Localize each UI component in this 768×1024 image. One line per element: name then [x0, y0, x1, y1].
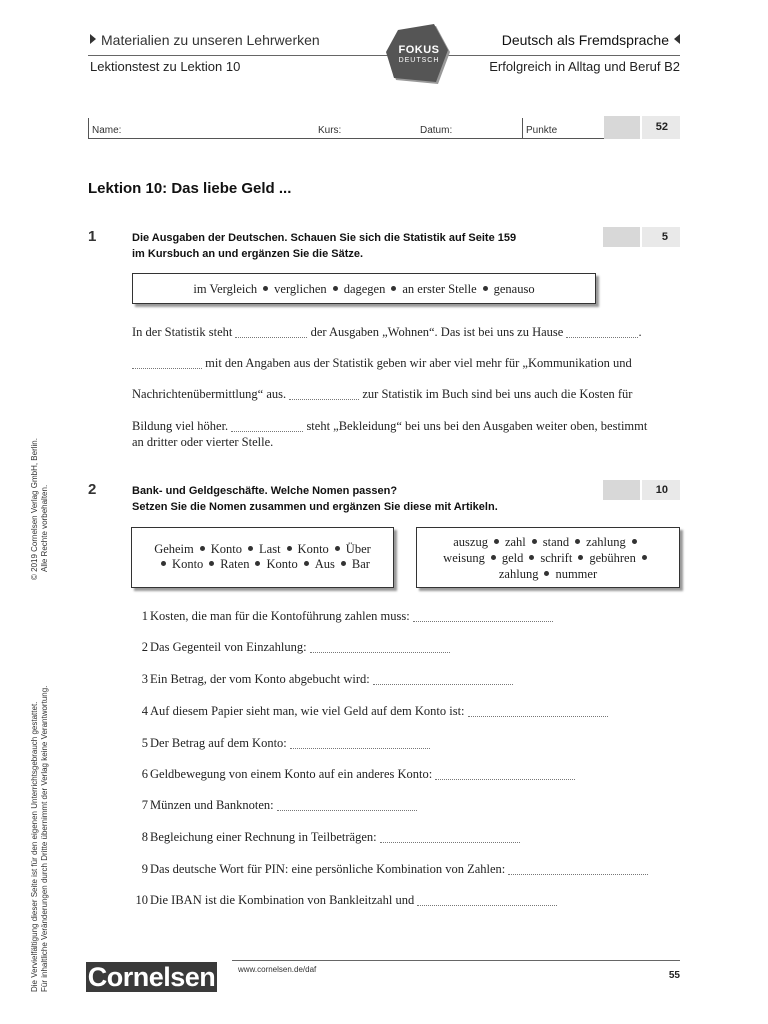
instruction-line: Setzen Sie die Nomen zusammen und ergänzen Sie diese mit Artikeln.: [132, 501, 498, 513]
cloze-line-4: [132, 419, 647, 434]
instruction-line: Die Ausgaben der Deutschen. Schauen Sie sich die Statistik auf Seite 159: [132, 232, 517, 244]
cloze-text: mit den Angaben aus der Statistik geben wir aber viel mehr für „Kommunikation und: [205, 356, 632, 370]
name-bar-line: [88, 138, 604, 139]
item-text: Kosten, die man für die Kontoführung zahlen muss:: [150, 609, 410, 623]
item-text: Münzen und Banknoten:: [150, 798, 274, 812]
bullet-icon: [335, 546, 340, 551]
header-right-text: Deutsch als Fremdsprache: [501, 32, 669, 48]
list-item: [130, 609, 553, 624]
footer-url[interactable]: www.cornelsen.de/daf: [238, 965, 317, 974]
list-item: [130, 798, 417, 813]
answer-field[interactable]: [290, 738, 430, 749]
cloze-text: Bildung viel höher.: [132, 419, 229, 433]
answer-field[interactable]: [310, 642, 450, 653]
list-item: [130, 767, 575, 782]
logo-line1: FOKUS: [398, 44, 440, 56]
header-left: [90, 32, 320, 48]
legal-line: Die Vervielfältigung dieser Seite ist für den eigenen Unterrichtsgebrauch gestattet.: [30, 701, 39, 992]
item-text: Das Gegenteil von Einzahlung:: [150, 640, 307, 654]
bullet-icon: [494, 539, 499, 544]
logo-line2: DEUTSCH: [398, 57, 440, 64]
item-number: 8: [141, 830, 148, 844]
bullet-icon: [391, 286, 396, 291]
word-row: [417, 534, 679, 550]
list-item: [130, 830, 520, 845]
name-bar-divider: [88, 118, 89, 139]
answer-field[interactable]: [373, 674, 513, 685]
word-row: [417, 566, 679, 582]
bullet-icon: [263, 286, 268, 291]
answer-field[interactable]: [417, 895, 557, 906]
cloze-text: der Ausgaben „Wohnen“. Das ist bei uns zu Hause: [310, 325, 564, 339]
item-text: Auf diesem Papier sieht man, wie viel Geld auf dem Konto ist:: [150, 704, 465, 718]
datum-label: Datum:: [420, 125, 453, 136]
bullet-icon: [575, 539, 580, 544]
bullet-icon: [304, 561, 309, 566]
item-number: 5: [141, 736, 148, 750]
item-number: 6: [141, 767, 148, 781]
cloze-line-3: [132, 387, 632, 402]
triangle-right-icon: [90, 34, 96, 44]
list-item: [130, 736, 430, 751]
word: Konto: [172, 557, 204, 571]
cloze-text: In der Statistik steht: [132, 325, 233, 339]
copyright-note: [30, 438, 50, 580]
word: verglichen: [274, 282, 327, 296]
word: dagegen: [343, 282, 386, 296]
cloze-line-1: [132, 325, 642, 340]
list-item: [124, 893, 557, 908]
cloze-line-2: [132, 356, 632, 371]
word: an erster Stelle: [402, 282, 477, 296]
item-number: 9: [141, 862, 148, 876]
item-number: 2: [141, 640, 148, 654]
legal-note: [30, 686, 50, 992]
answer-field[interactable]: [508, 864, 648, 875]
word: gebühren: [589, 551, 636, 565]
word: Aus: [314, 557, 335, 571]
blank-field[interactable]: [132, 358, 202, 369]
word: Geheim: [154, 542, 194, 556]
copyright-line: © 2019 Cornelsen Verlag GmbH, Berlin.: [30, 438, 39, 580]
answer-field[interactable]: [413, 611, 553, 622]
subheader-right: Erfolgreich in Alltag und Beruf B2: [489, 59, 680, 74]
word: zahlung: [498, 567, 539, 581]
word: auszug: [453, 535, 488, 549]
bullet-icon: [248, 546, 253, 551]
cloze-text: Nachrichtenübermittlung“ aus.: [132, 387, 287, 401]
points-value: 5: [642, 227, 680, 247]
list-item: [130, 704, 608, 719]
word: schrift: [540, 551, 573, 565]
word-row: [417, 550, 679, 566]
total-points: 52: [655, 121, 668, 133]
blank-field[interactable]: [566, 327, 638, 338]
exercise-1-instructions: [132, 230, 516, 262]
word: Last: [259, 542, 281, 556]
list-item: [130, 672, 513, 687]
cloze-line-5: an dritter oder vierter Stelle.: [132, 435, 274, 449]
blank-field[interactable]: [235, 327, 307, 338]
word: genauso: [493, 282, 535, 296]
bullet-icon: [491, 555, 496, 560]
score-field[interactable]: [603, 480, 640, 500]
item-text: Begleichung einer Rechnung in Teilbeträgen:: [150, 830, 377, 844]
word-row: [132, 542, 393, 557]
item-number: 7: [141, 798, 148, 812]
item-number: 4: [141, 704, 148, 718]
total-points-box: [642, 116, 680, 139]
word: zahl: [504, 535, 526, 549]
item-text: Das deutsche Wort für PIN: eine persönliche Kombination von Zahlen:: [150, 862, 506, 876]
word: zahlung: [586, 535, 626, 549]
instruction-line: Bank- und Geldgeschäfte. Welche Nomen passen?: [132, 485, 398, 497]
item-number: 10: [135, 893, 148, 907]
bullet-icon: [642, 555, 647, 560]
word-box-prefixes: [131, 527, 394, 588]
score-field[interactable]: [603, 227, 640, 247]
word: weisung: [443, 551, 485, 565]
answer-field[interactable]: [277, 800, 417, 811]
header-left-text: Materialien zu unseren Lehrwerken: [101, 32, 320, 48]
page-title: Lektion 10: Das liebe Geld ...: [88, 180, 292, 197]
bullet-icon: [341, 561, 346, 566]
header-right: [502, 32, 680, 48]
answer-field[interactable]: [435, 769, 575, 780]
exercise-1-number: 1: [88, 228, 97, 245]
exercise-1-points: [603, 227, 680, 247]
bullet-icon: [529, 555, 534, 560]
word-box-suffixes: [416, 527, 680, 588]
bullet-icon: [209, 561, 214, 566]
bullet-icon: [632, 539, 637, 544]
item-text: Ein Betrag, der vom Konto abgebucht wird:: [150, 672, 370, 686]
word-row: [132, 557, 393, 572]
item-text: Der Betrag auf dem Konto:: [150, 736, 287, 750]
bullet-icon: [578, 555, 583, 560]
cornelsen-logo: Cornelsen: [87, 962, 216, 992]
points-value: 10: [642, 480, 680, 500]
name-bar-divider: [522, 118, 523, 139]
item-text: Die IBAN ist die Kombination von Bankleitzahl und: [150, 893, 415, 907]
item-number: 1: [141, 609, 148, 623]
exercise-2-instructions: [132, 483, 498, 515]
copyright-line: Alle Rechte vorbehalten.: [40, 484, 49, 572]
blank-field[interactable]: [289, 389, 359, 400]
exercise-2-number: 2: [88, 481, 97, 498]
word: Konto: [210, 542, 243, 556]
subheader-left: Lektionstest zu Lektion 10: [90, 59, 241, 74]
kurs-label: Kurs:: [318, 125, 342, 136]
page-number: 55: [668, 970, 680, 981]
bullet-icon: [544, 571, 549, 576]
footer-rule: [232, 960, 680, 961]
triangle-left-icon: [674, 34, 680, 44]
word: Über: [345, 542, 371, 556]
bullet-icon: [255, 561, 260, 566]
name-label: Name:: [92, 125, 122, 136]
bullet-icon: [333, 286, 338, 291]
word: Bar: [351, 557, 370, 571]
word: stand: [542, 535, 570, 549]
name-bar: [88, 116, 680, 139]
fokus-deutsch-logo: [386, 22, 452, 88]
bullet-icon: [287, 546, 292, 551]
word-box-1: [132, 273, 596, 304]
blank-field[interactable]: [231, 421, 303, 432]
word: geld: [501, 551, 524, 565]
header-rule: [88, 55, 680, 56]
bullet-icon: [161, 561, 166, 566]
legal-line: Für inhaltliche Veränderungen durch Dritte übernimmt der Verlag keine Verantwortung.: [40, 685, 49, 992]
score-field[interactable]: [604, 116, 640, 139]
cloze-text: .: [638, 325, 642, 339]
punkte-label: Punkte: [526, 125, 558, 136]
instruction-line: im Kursbuch an und ergänzen Sie die Sätze.: [132, 248, 364, 260]
word: nummer: [555, 567, 598, 581]
item-number: 3: [141, 672, 148, 686]
word: im Vergleich: [193, 282, 258, 296]
cloze-text: zur Statistik im Buch sind bei uns auch die Kosten für: [362, 387, 633, 401]
answer-field[interactable]: [380, 832, 520, 843]
bullet-icon: [200, 546, 205, 551]
list-item: [130, 862, 648, 877]
bullet-icon: [483, 286, 488, 291]
exercise-2-points: [603, 480, 680, 500]
list-item: [130, 640, 450, 655]
word: Raten: [220, 557, 250, 571]
bullet-icon: [532, 539, 537, 544]
cloze-text: steht „Bekleidung“ bei uns bei den Ausgaben weiter oben, bestimmt: [306, 419, 648, 433]
word: Konto: [266, 557, 298, 571]
answer-field[interactable]: [468, 706, 608, 717]
word: Konto: [297, 542, 329, 556]
item-text: Geldbewegung von einem Konto auf ein anderes Konto:: [150, 767, 433, 781]
